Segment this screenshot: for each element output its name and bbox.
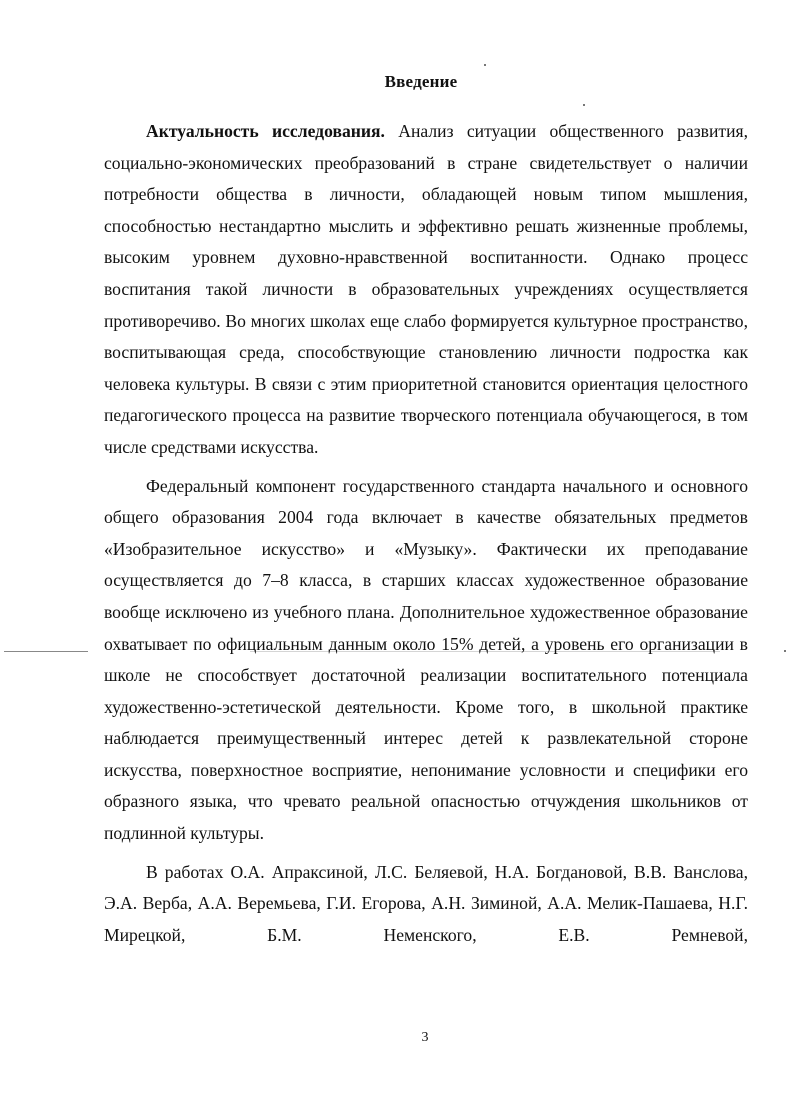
scan-artifact xyxy=(484,64,486,66)
paragraph-text: Федеральный компонент государственного стандарта начального и основного общего образования 2004 года включает в качестве обязательных предметов «Изобразительное искусство» и «Музыку». Фактически их преподавание осуществляется до 7–8 класса, в старших классах художественное образование вообще исключено из учебного плана. Дополнительное художественное образование охватывает по официальным данным около 15% детей, а уровень его организации в школе не способствует достаточной реализации воспитательного потенциала художественно-эстетической деятельности. Кроме того, в школьной практике наблюдается преимущественный интерес детей к развлекательной стороне искусства, поверхностное восприятие, непонимание условности и специфики его образного языка, что чревато реальной опасностью отчуждения школьников от подлинной культуры. xyxy=(104,475,748,844)
paragraph-text: В работах О.А. Апраксиной, Л.С. Беляевой, Н.А. Богдановой, В.В. Ванслова, Э.А. Верба, А.А. Веремьева, Г.И. Егорова, А.Н. Зиминой, А.А. Мелик-Пашаева, Н.Г. Мирецкой, Б.М. Неменского, Е.В. Ремневой, xyxy=(104,861,748,945)
paragraph-lead: Актуальность исследования. xyxy=(146,121,385,141)
paragraph-federal-standard xyxy=(104,471,748,850)
scan-artifact xyxy=(583,104,585,106)
page-title: Введение xyxy=(384,72,458,91)
page-number: 3 xyxy=(421,1030,429,1045)
paragraph-works xyxy=(104,857,748,952)
paragraph-text: Анализ ситуации общественного развития, социально-экономических преобразований в стране свидетельствует о наличии потребности общества в личности, обладающей новым типом мышления, способностью нестандартно мыслить и эффективно решать жизненные проблемы, высоким уровнем духовно-нравственной воспитанности. Однако процесс воспитания такой личности в образовательных учреждениях осуществляется противоречиво. Во многих школах еще слабо формируется культурное пространство, воспитывающая среда, способствующие становлению личности подростка как человека культуры. В связи с этим приоритетной становится ориентация целостного педагогического процесса на развитие творческого потенциала обучающегося, в том числе средствами искусства. xyxy=(104,121,748,457)
document-body xyxy=(104,116,748,958)
paragraph-relevance xyxy=(104,116,748,464)
scan-artifact xyxy=(784,650,786,652)
scan-artifact xyxy=(4,651,88,652)
